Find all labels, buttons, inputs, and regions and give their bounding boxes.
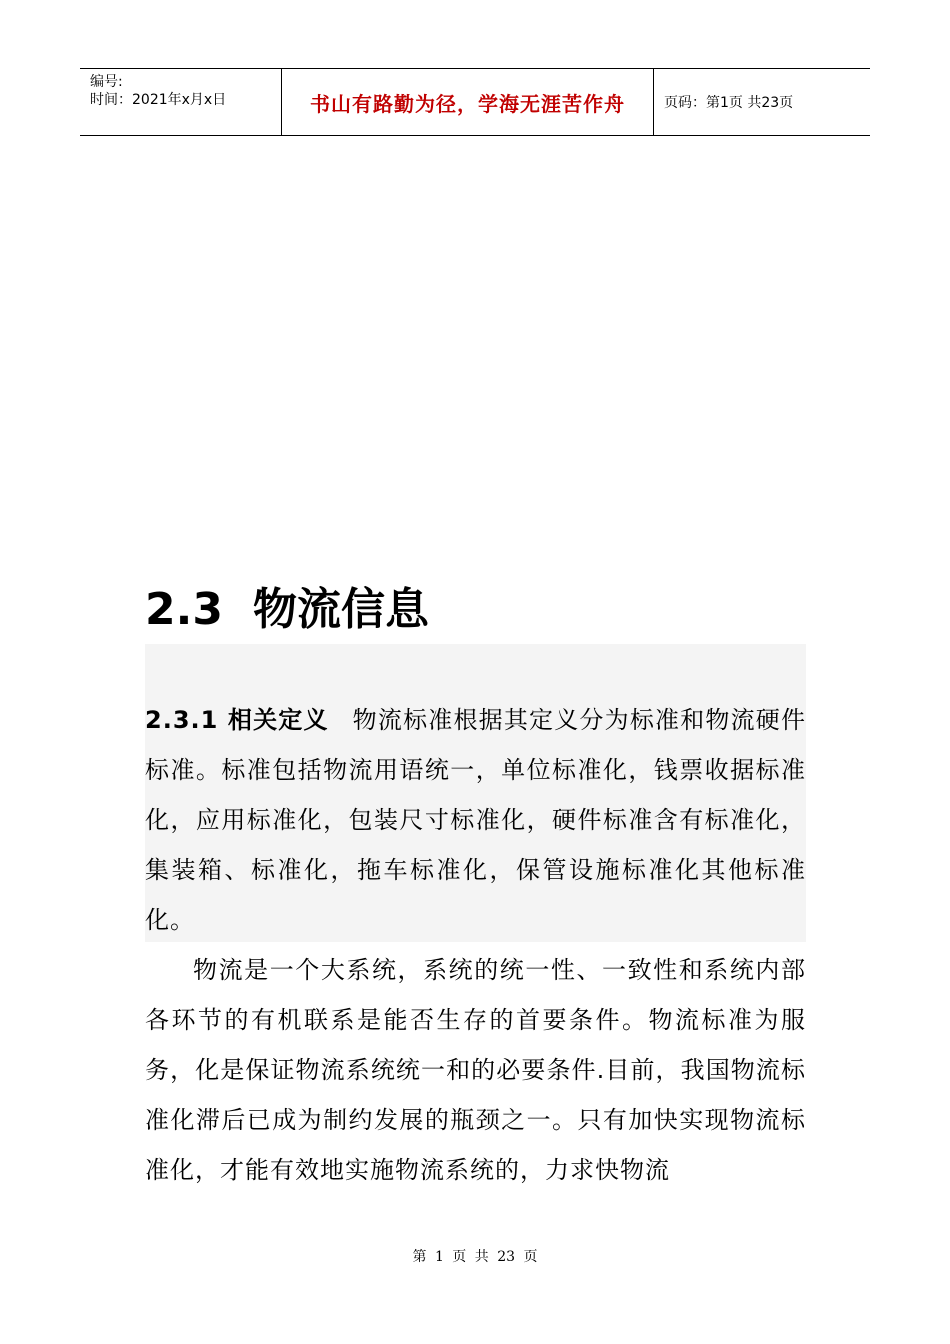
document-code-label: 编号: xyxy=(90,74,123,90)
header-page-cell xyxy=(654,69,870,135)
header-page-info: 页码：第1页 共23页 xyxy=(664,95,794,111)
definition-paragraph xyxy=(145,695,806,945)
page-header xyxy=(80,68,870,136)
subsection-heading: 2.3.1 相关定义 xyxy=(145,706,329,734)
body-paragraph: 物流是一个大系统，系统的统一性、一致性和系统内部各环节的有机联系是能否生存的首要条件。物流标准为服务，化是保证物流系统统一和的必要条件.目前，我国物流标准化滞后已成为制约发展的瓶颈之一。只有加快实现物流标准化，才能有效地实施物流系统的，力求快物流 xyxy=(145,956,806,1184)
page-footer: 第 1 页 共 23 页 xyxy=(412,1249,538,1265)
header-meta-cell xyxy=(80,69,282,135)
header-motto: 书山有路勤为径，学海无涯苦作舟 xyxy=(310,91,625,116)
document-date-label: 时间：2021年x月x日 xyxy=(90,92,227,108)
header-motto-cell xyxy=(282,69,654,135)
section-number: 2.3 xyxy=(145,584,223,635)
section-title: 物流信息 xyxy=(252,584,429,635)
definition-paragraph-text: 物流标准根据其定义分为标准和物流硬件标准。标准包括物流用语统一，单位标准化，钱票收据标准化，应用标准化，包装尺寸标准化，硬件标准含有标准化，集装箱、标准化，拖车标准化，保管设施标准化其他标准化。 xyxy=(145,706,807,934)
section-heading xyxy=(145,582,429,638)
